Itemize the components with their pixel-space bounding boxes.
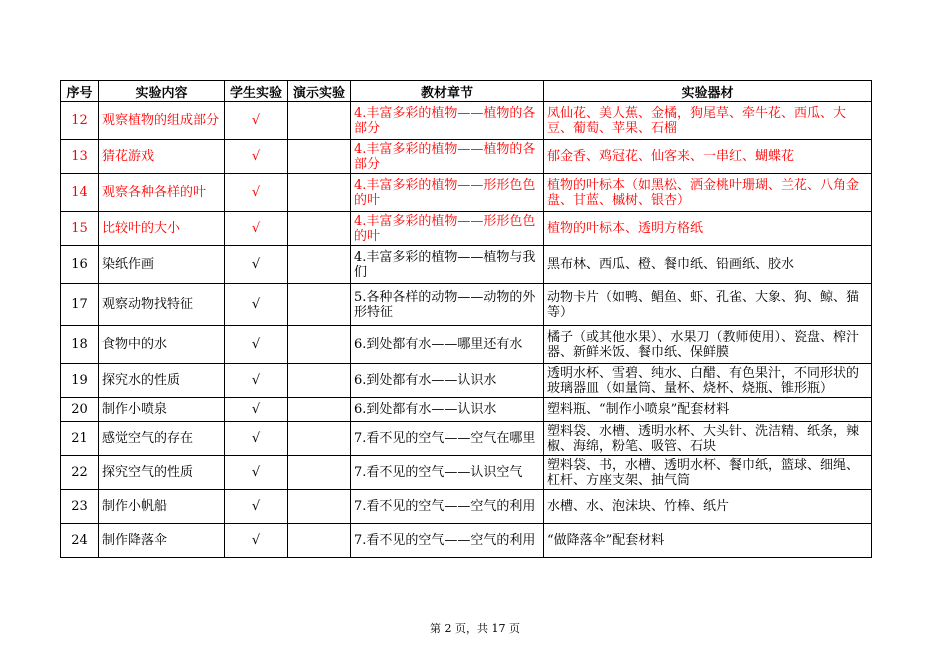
cell-no: 13	[61, 140, 99, 174]
cell-equipment: 塑料袋、书，水槽、透明水杯、餐巾纸，篮球、细绳、杠杆、方座支架、抽气筒	[544, 456, 872, 490]
header-chapter: 教材章节	[351, 81, 544, 102]
cell-no: 14	[61, 174, 99, 212]
header-student: 学生实验	[225, 81, 288, 102]
cell-no: 20	[61, 398, 99, 422]
cell-content: 感觉空气的存在	[99, 422, 225, 456]
table-row	[61, 212, 872, 246]
cell-no: 15	[61, 212, 99, 246]
cell-equipment: 塑料袋、水槽、透明水杯、大头针、洗洁精、纸条，辣椒、海绵，粉笔、吸管、石块	[544, 422, 872, 456]
cell-chapter: 7.看不见的空气——空气在哪里	[351, 422, 544, 456]
table-row	[61, 284, 872, 326]
cell-chapter: 7.看不见的空气——空气的利用	[351, 524, 544, 558]
cell-content: 制作小帆船	[99, 490, 225, 524]
table-row	[61, 422, 872, 456]
cell-demo	[288, 102, 351, 140]
cell-student: √	[225, 102, 288, 140]
cell-student: √	[225, 174, 288, 212]
cell-equipment: 橘子（或其他水果）、水果刀（教师使用）、瓷盘、榨汁器、新鲜米饭、餐巾纸、保鲜膜	[544, 326, 872, 364]
table-row	[61, 326, 872, 364]
cell-content: 制作小喷泉	[99, 398, 225, 422]
cell-equipment: 植物的叶标本（如黑松、洒金桃叶珊瑚、兰花、八角金盘、甘蓝、槭树、银杏）	[544, 174, 872, 212]
cell-student: √	[225, 364, 288, 398]
cell-demo	[288, 174, 351, 212]
cell-student: √	[225, 326, 288, 364]
table-row	[61, 398, 872, 422]
table-row	[61, 102, 872, 140]
cell-demo	[288, 364, 351, 398]
cell-content: 观察植物的组成部分	[99, 102, 225, 140]
cell-student: √	[225, 422, 288, 456]
cell-content: 染纸作画	[99, 246, 225, 284]
cell-equipment: 凤仙花、美人蕉、金橘，狗尾草、牵牛花、西瓜、大豆、葡萄、苹果、石榴	[544, 102, 872, 140]
cell-content: 观察各种各样的叶	[99, 174, 225, 212]
cell-equipment: “做降落伞”配套材料	[544, 524, 872, 558]
table-row	[61, 456, 872, 490]
cell-no: 12	[61, 102, 99, 140]
cell-chapter: 7.看不见的空气——空气的利用	[351, 490, 544, 524]
cell-chapter: 4.丰富多彩的植物——植物的各部分	[351, 102, 544, 140]
table-row	[61, 174, 872, 212]
page-footer: 第 2 页，共 17 页	[430, 622, 520, 635]
cell-no: 22	[61, 456, 99, 490]
cell-equipment: 黑布林、西瓜、橙、餐巾纸、铅画纸、胶水	[544, 246, 872, 284]
cell-chapter: 6.到处都有水——认识水	[351, 364, 544, 398]
cell-student: √	[225, 490, 288, 524]
experiment-table	[60, 80, 872, 558]
cell-student: √	[225, 456, 288, 490]
header-demo: 演示实验	[288, 81, 351, 102]
header-equipment: 实验器材	[544, 81, 872, 102]
cell-chapter: 4.丰富多彩的植物——植物与我们	[351, 246, 544, 284]
cell-chapter: 4.丰富多彩的植物——植物的各部分	[351, 140, 544, 174]
cell-demo	[288, 456, 351, 490]
header-row	[61, 81, 872, 102]
cell-equipment: 郁金香、鸡冠花、仙客来、一串红、蝴蝶花	[544, 140, 872, 174]
cell-student: √	[225, 284, 288, 326]
table-row	[61, 490, 872, 524]
cell-equipment: 塑料瓶、“制作小喷泉”配套材料	[544, 398, 872, 422]
cell-no: 23	[61, 490, 99, 524]
cell-equipment: 透明水杯、雪碧、纯水、白醋、有色果汁，不同形状的玻璃器皿（如量筒、量杯、烧杯、烧瓶、锥形瓶）	[544, 364, 872, 398]
cell-demo	[288, 246, 351, 284]
table-row	[61, 140, 872, 174]
cell-chapter: 4.丰富多彩的植物——形形色色的叶	[351, 174, 544, 212]
cell-chapter: 6.到处都有水——认识水	[351, 398, 544, 422]
cell-content: 猜花游戏	[99, 140, 225, 174]
cell-equipment: 水槽、水、泡沫块、竹棒、纸片	[544, 490, 872, 524]
cell-chapter: 6.到处都有水——哪里还有水	[351, 326, 544, 364]
cell-chapter: 7.看不见的空气——认识空气	[351, 456, 544, 490]
cell-student: √	[225, 246, 288, 284]
header-no: 序号	[61, 81, 99, 102]
cell-content: 制作降落伞	[99, 524, 225, 558]
cell-demo	[288, 422, 351, 456]
cell-student: √	[225, 524, 288, 558]
cell-content: 比较叶的大小	[99, 212, 225, 246]
cell-content: 观察动物找特征	[99, 284, 225, 326]
cell-content: 探究水的性质	[99, 364, 225, 398]
cell-no: 21	[61, 422, 99, 456]
cell-student: √	[225, 140, 288, 174]
table-row	[61, 246, 872, 284]
cell-no: 19	[61, 364, 99, 398]
cell-no: 18	[61, 326, 99, 364]
cell-demo	[288, 490, 351, 524]
cell-no: 17	[61, 284, 99, 326]
table-row	[61, 364, 872, 398]
cell-demo	[288, 284, 351, 326]
cell-demo	[288, 212, 351, 246]
cell-demo	[288, 524, 351, 558]
cell-demo	[288, 398, 351, 422]
cell-student: √	[225, 398, 288, 422]
cell-demo	[288, 326, 351, 364]
cell-equipment: 植物的叶标本、透明方格纸	[544, 212, 872, 246]
cell-chapter: 4.丰富多彩的植物——形形色色的叶	[351, 212, 544, 246]
header-content: 实验内容	[99, 81, 225, 102]
cell-content: 探究空气的性质	[99, 456, 225, 490]
cell-demo	[288, 140, 351, 174]
cell-no: 24	[61, 524, 99, 558]
table-row	[61, 524, 872, 558]
cell-content: 食物中的水	[99, 326, 225, 364]
cell-student: √	[225, 212, 288, 246]
cell-chapter: 5.各种各样的动物——动物的外形特征	[351, 284, 544, 326]
cell-no: 16	[61, 246, 99, 284]
cell-equipment: 动物卡片（如鸭、鲳鱼、虾、孔雀、大象、狗、鲸、猫等）	[544, 284, 872, 326]
